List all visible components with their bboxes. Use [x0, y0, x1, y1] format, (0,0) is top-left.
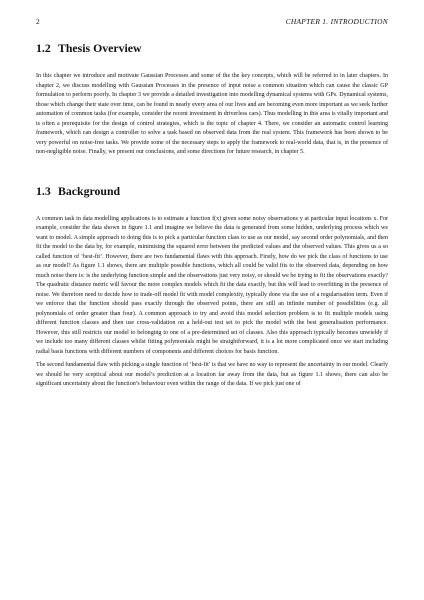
section-title: Thesis Overview: [58, 41, 142, 55]
section-title: Background: [58, 183, 121, 198]
paragraph: A common task in data modelling applications is to estimate a function f(x) given some noisy observations y at particular input locations x. For example, consider the data shown in figure 1.1 and imagine we believe the data is generated from some hidden, underlying process which we want to model. A simple approach to doing this is to pick a particular function class to use as our model, say second order polynomials, and then fit the model to the data by, for example, minimising the squared error between the predicted values and the observed values. This gives us a so called function of ‘best-fit’. However, there are two fundamental flaws with this approach. Firstly, how do we pick the class of functions to use as our model? As figure 1.1 shows, there are multiple possible functions, which all could be valid fits to the observed data, depending on how much noise there is: is the underlying function simple and the observations just very noisy, or should we be trying to fit the observations exactly? The quadratic distance metric will favour the more complex models which fit the data exactly, but this will lead to overfitting in the presence of noise. We therefore need to decide how to trade-off model fit with model complexity, typically done via the use of a regularisation term. Even if we enforce that the function should pass exactly through the observed points, there are still an infinite number of possibilities (e.g. all polynomials of order greater than four). A common approach to try and avoid this model selection problem is to fit multiple models using different function classes and then use cross-validation on a held-out test set to pick the model with the best generalisation performance. However, this still restricts our model to belonging to one of a pre-determined set of classes. Also this approach typically becomes unwieldy if we include too many different classes whilst fitting polynomials might be straightforward, it is a lot more complicated once we start including radial basis functions with different numbers of components and different choices for basis function.: [36, 215, 388, 355]
section-number: 1.3: [36, 183, 51, 198]
chapter-heading: CHAPTER 1. INTRODUCTION: [285, 17, 388, 26]
section-heading-thesis-overview: [36, 41, 388, 55]
paragraph: The second fundamental flaw with picking a single function of ‘best-fit’ is that we have no way to represent the uncertainty in our model. Clearly we should be very sceptical about our model’s prediction at a location far away from the data, but as figure 1.1 shows, there can also be significant uncertainty about the function’s behaviour even within the range of the data. If we pick just one of: [36, 362, 388, 387]
paragraph: In this chapter we introduce and motivate Gaussian Processes and some of the the key concepts, which will be referred to in later chapters. In chapter 2, we discuss modelling with Gaussian Processes in the presence of input noise a common situation which can cause the classic GP formulation to perform poorly. In chapter 3 we provide a detailed investigation into modelling dynamical systems with GPs. Dynamical systems, those which change their state over time, can be found in nearly every area of our lives and are becoming even more important as we seek further automation of common tasks (for example, consider the recent investment in driverless cars). Thus modelling in this area is vitally important and is often a prerequisite for the design of control strategies, which is the topic of chapter 4. There, we consider an automatic control learning framework, which can design a controller to solve a task based on observed data from the real system. This framework has been shown to be very powerful on noise-free tasks. We provide some of the necessary steps to apply the framework to real-world data, that is, in the presence of non-negligible noise. Finally, we present our conclusions, and some directions for future research, in chapter 5.: [36, 73, 388, 155]
section-number: 1.2: [36, 41, 51, 55]
page-number: 2: [36, 17, 40, 26]
section-heading-background: [36, 184, 388, 198]
running-header: [36, 17, 388, 29]
